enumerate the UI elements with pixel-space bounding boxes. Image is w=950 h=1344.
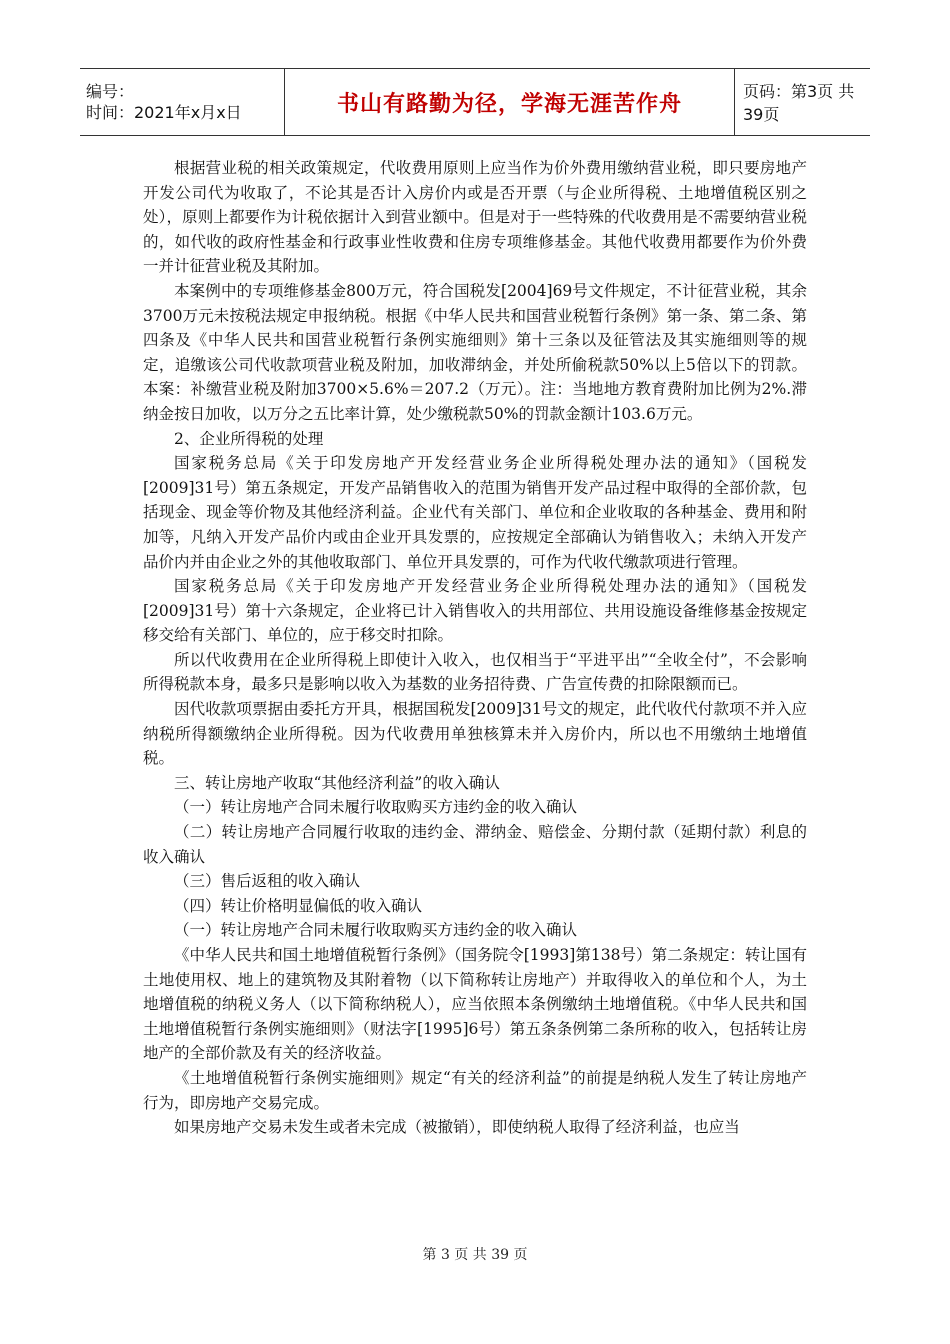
paragraph: 国家税务总局《关于印发房地产开发经营业务企业所得税处理办法的通知》（国税发[2009]31号）第十六条规定，企业将已计入销售收入的共用部位、共用设施设备维修基金按规定移交给有关部门、单位的，应于移交时扣除。 bbox=[143, 577, 807, 645]
page-header bbox=[80, 68, 870, 136]
paragraph: 本案例中的专项维修基金800万元，符合国税发[2004]69号文件规定，不计征营业税，其余3700万元未按税法规定申报纳税。根据《中华人民共和国营业税暂行条例》第一条、第二条、第四条及《中华人民共和国营业税暂行条例实施细则》第十三条以及征管法及其实施细则等的规定，追缴该公司代收款项营业税及附加，加收滞纳金，并处所偷税款50%以上5倍以下的罚款。本案：补缴营业税及附加3700×5.6%＝207.2（万元）。注：当地地方教育费附加比例为2%.滞纳金按日加收，以万分之五比率计算，处少缴税款50%的罚款金额计103.6万元。 bbox=[143, 281, 807, 423]
section-heading: 三、转让房地产收取“其他经济利益”的收入确认 bbox=[174, 773, 500, 792]
header-page-info: 页码：第3页 共39页 bbox=[743, 82, 855, 124]
document-date: 时间：2021年x月x日 bbox=[86, 103, 242, 122]
paragraph: 因代收款项票据由委托方开具，根据国税发[2009]31号文的规定，此代收代付款项不并入应纳税所得额缴纳企业所得税。因为代收费用单独核算未并入房价内，所以也不用缴纳土地增值税。 bbox=[143, 700, 807, 768]
header-meta bbox=[80, 69, 285, 135]
list-item: （二）转让房地产合同履行收取的违约金、滞纳金、赔偿金、分期付款（延期付款）利息的收入确认 bbox=[143, 823, 807, 866]
page-footer: 第 3 页 共 39 页 bbox=[422, 1247, 528, 1263]
paragraph: 《中华人民共和国土地增值税暂行条例》（国务院令[1993]第138号）第二条规定：转让国有土地使用权、地上的建筑物及其附着物（以下简称转让房地产）并取得收入的单位和个人，为土地增值税的纳税义务人（以下简称纳税人），应当依照本条例缴纳土地增值税。《中华人民共和国土地增值税暂行条例实施细则》（财法字[1995]6号）第五条条例第二条所称的收入，包括转让房地产的全部价款及有关的经济收益。 bbox=[143, 946, 807, 1063]
paragraph: 如果房地产交易未发生或者未完成（被撤销），即使纳税人取得了经济利益，也应当 bbox=[174, 1118, 740, 1137]
list-item: （一）转让房地产合同未履行收取购买方违约金的收入确认 bbox=[174, 798, 578, 817]
paragraph: 所以代收费用在企业所得税上即使计入收入，也仅相当于“平进平出”“全收全付”，不会影响所得税款本身，最多只是影响以收入为基数的业务招待费、广告宣传费的扣除限额而已。 bbox=[143, 650, 807, 694]
header-motto: 书山有路勤为径，学海无涯苦作舟 bbox=[285, 69, 735, 135]
paragraph: 国家税务总局《关于印发房地产开发经营业务企业所得税处理办法的通知》（国税发[2009]31号）第五条规定，开发产品销售收入的范围为销售开发产品过程中取得的全部价款，包括现金、现金等价物及其他经济利益。企业代有关部门、单位和企业收取的各种基金、费用和附加等，凡纳入开发产品价内或由企业开具发票的，应按规定全部确认为销售收入；未纳入开发产品价内并由企业之外的其他收取部门、单位开具发票的，可作为代收代缴款项进行管理。 bbox=[143, 454, 807, 571]
section-heading: 2、企业所得税的处理 bbox=[174, 429, 324, 448]
document-number-label: 编号： bbox=[86, 82, 135, 101]
list-item: （四）转让价格明显偏低的收入确认 bbox=[174, 896, 423, 915]
list-item: （三）售后返租的收入确认 bbox=[174, 872, 361, 891]
paragraph: 根据营业税的相关政策规定，代收费用原则上应当作为价外费用缴纳营业税，即只要房地产开发公司代为收取了，不论其是否计入房价内或是否开票（与企业所得税、土地增值税区别之处），原则上都要作为计税依据计入到营业额中。但是对于一些特殊的代收费用是不需要纳营业税的，如代收的政府性基金和行政事业性收费和住房专项维修基金。其他代收费用都要作为价外费一并计征营业税及其附加。 bbox=[143, 159, 807, 276]
document-body bbox=[143, 156, 807, 1140]
paragraph: 《土地增值税暂行条例实施细则》规定“有关的经济利益”的前提是纳税人发生了转让房地产行为，即房地产交易完成。 bbox=[143, 1068, 807, 1112]
subsection-heading: （一）转让房地产合同未履行收取购买方违约金的收入确认 bbox=[174, 921, 578, 940]
